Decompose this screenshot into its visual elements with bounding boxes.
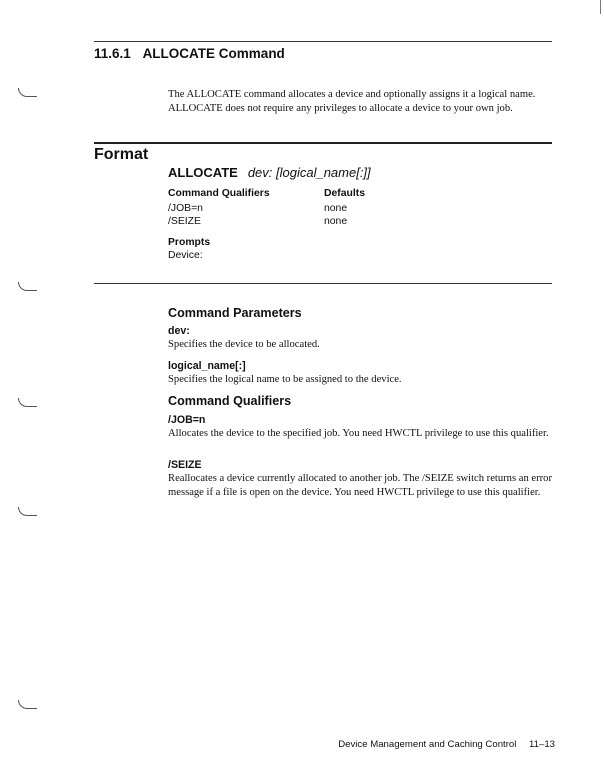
qualifier-default: none	[324, 216, 348, 227]
qualifier-term: /JOB=n	[168, 414, 206, 426]
qualifier-description: Allocates the device to the specified job. You need HWCTL privilege to use this qualifier.	[168, 428, 549, 439]
intro-paragraph: The ALLOCATE command allocates a device and optionally assigns it a logical name. ALLOCATE does not require any privileges to allocate a device to your own job.	[168, 89, 536, 114]
qualifier-term: /SEIZE	[168, 459, 202, 471]
qualifiers-header: Command Qualifiers	[168, 188, 270, 199]
binding-mark	[18, 398, 37, 407]
qualifiers-heading: Command Qualifiers	[168, 394, 292, 408]
section-title: ALLOCATE Command	[142, 46, 285, 61]
top-rule	[94, 41, 552, 42]
command-syntax	[168, 165, 371, 180]
footer-title: Device Management and Caching Control	[338, 739, 517, 750]
parameter-description: Specifies the logical name to be assigned to the device.	[168, 374, 402, 385]
qualifier-name: /JOB=n	[168, 203, 203, 214]
qualifier-default: none	[324, 203, 348, 214]
binding-mark	[18, 88, 37, 97]
format-rule	[94, 142, 552, 144]
binding-mark	[18, 700, 37, 709]
parameter-name: dev:	[168, 325, 190, 337]
binding-mark	[18, 507, 37, 516]
page-number: 11–13	[529, 739, 555, 750]
defaults-header: Defaults	[324, 188, 365, 199]
parameter-name: logical_name[:]	[168, 360, 246, 372]
parameter-description: Specifies the device to be allocated.	[168, 339, 320, 350]
format-heading: Format	[94, 146, 149, 163]
default-list	[324, 202, 347, 228]
binding-mark	[18, 282, 37, 291]
parameters-heading: Command Parameters	[168, 306, 302, 320]
qualifier-list	[168, 202, 203, 228]
qualifier-name: /SEIZE	[168, 216, 201, 227]
page-footer	[338, 739, 555, 750]
prompts-header: Prompts	[168, 237, 211, 248]
command-arguments: dev: [logical_name[:]]	[247, 165, 371, 180]
edge-tick	[600, 0, 601, 14]
prompts-text: Device:	[168, 250, 203, 261]
qualifier-description: Reallocates a device currently allocated to another job. The /SEIZE switch returns an error message if a file is open on the device. You need HWCTL privilege to use this qualifier.	[168, 473, 552, 498]
section-number: 11.6.1	[94, 46, 131, 61]
section-heading	[94, 46, 285, 61]
command-name: ALLOCATE	[168, 165, 238, 180]
parameters-rule	[94, 283, 552, 284]
